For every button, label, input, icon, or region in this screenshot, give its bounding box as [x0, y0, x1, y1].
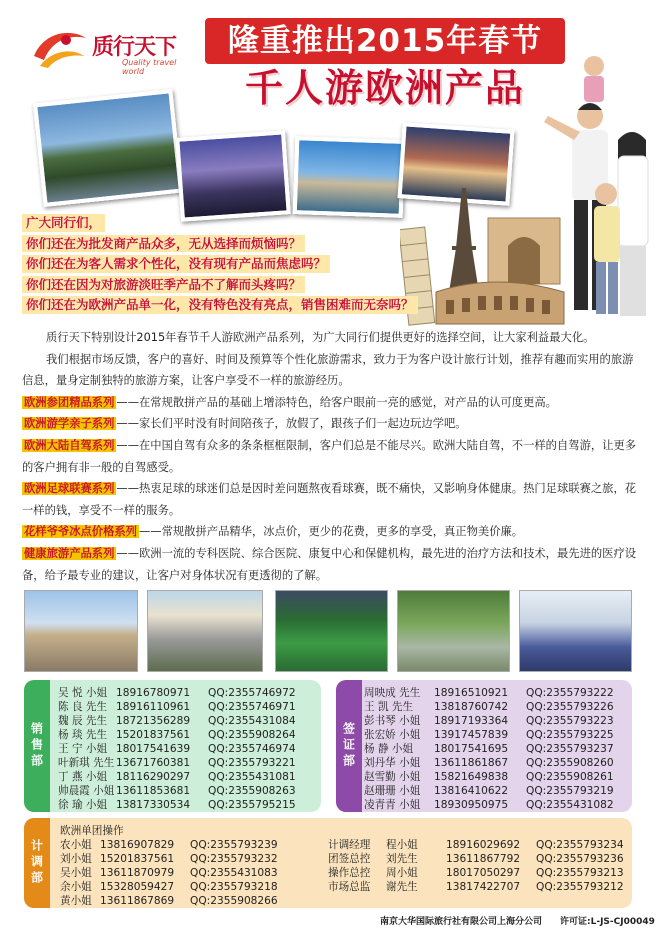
contact-qq: QQ:2355746971 [208, 701, 296, 713]
contact-name: 帅晨霞 小姐 [58, 785, 115, 797]
contact-name: 张宏娇 小姐 [364, 729, 421, 741]
contact-name: 徐 瑜 小姐 [58, 799, 108, 811]
contact-qq: QQ:2355746972 [208, 687, 296, 699]
contact-qq: QQ:2355793219 [526, 785, 614, 797]
contact-qq: QQ:2355793236 [536, 853, 624, 865]
contact-name: 杨 静 小姐 [364, 743, 414, 755]
ops-dept-label: 计调部 [24, 818, 50, 908]
photo-medical-staff [519, 590, 632, 672]
contact-row [328, 866, 646, 880]
series-item [22, 435, 637, 478]
contact-name: 陈 良 先生 [58, 701, 108, 713]
contact-role: 操作总控 [328, 867, 371, 879]
contact-name: 黄小姐 [60, 895, 92, 907]
question-line: 你们还在为欧洲产品单一化，没有特色没有亮点，销售困难而无奈吗？ [22, 296, 418, 314]
contact-row [58, 784, 318, 798]
contact-name: 彭书琴 小姐 [364, 715, 421, 727]
ops-section-title: 欧洲单团操作 [60, 825, 124, 837]
series-item [22, 521, 637, 543]
contact-qq: QQ:2355793225 [526, 729, 614, 741]
contact-phone: 13817422707 [446, 881, 521, 893]
contact-phone: 15201837561 [116, 729, 191, 741]
contact-qq: QQ:2355793239 [190, 839, 278, 851]
series-text: ——热衷足球的球迷们总是因时差问题熬夜看球赛，既不痛快，又影响身体健康。热门足球联赛之旅，花一样的钱，享受不一样的服务。 [22, 482, 637, 517]
contact-qq: QQ:2355908266 [190, 895, 278, 907]
footer [380, 914, 655, 927]
contact-name: 魏 辰 先生 [58, 715, 108, 727]
contact-qq: QQ:2355793226 [526, 701, 614, 713]
contact-row [58, 756, 318, 770]
contact-phone: 13611867869 [100, 895, 175, 907]
contact-phone: 18930950975 [434, 799, 509, 811]
series-tag: 健康旅游产品系列 [24, 546, 115, 560]
visa-dept-label: 签证部 [336, 680, 362, 812]
contact-row [58, 770, 318, 784]
contact-phone: 13816907829 [100, 839, 175, 851]
series-text: ——欧洲一流的专科医院、综合医院、康复中心和保健机构，最先进的治疗方法和技术，最先进的医疗设备，给予最专业的建议，让客户对身体状况有更透彻的了解。 [22, 546, 637, 582]
contact-row [60, 852, 300, 866]
contact-row [60, 894, 300, 908]
contact-phone: 18721356289 [116, 715, 191, 727]
visa-contact-list [364, 686, 636, 812]
contact-role: 市场总监 [328, 881, 371, 893]
contact-phone: 18017050297 [446, 867, 521, 879]
series-tag: 欧洲游学亲子系列 [24, 417, 115, 431]
logo-subtitle: Quality travel world [122, 58, 177, 76]
contact-phone: 18017541639 [116, 743, 191, 755]
contact-qq: QQ:2355908260 [526, 757, 614, 769]
contact-qq: QQ:2355793213 [536, 867, 624, 879]
company-name: 南京大华国际旅行社有限公司上海分公司 [380, 917, 543, 927]
contact-qq: QQ:2355908263 [208, 785, 296, 797]
contact-phone: 18017541695 [434, 743, 509, 755]
contact-phone: 13816410622 [434, 785, 509, 797]
contact-qq: QQ:2355793218 [190, 881, 278, 893]
headline-banner: 隆重推出2015年春节 [205, 18, 565, 64]
contact-name: 叶新琪 先生 [58, 757, 115, 769]
contact-name: 丁 燕 小姐 [58, 771, 108, 783]
ops-contact-box [24, 818, 632, 908]
contact-name: 余小姐 [60, 881, 92, 893]
intro-paragraph: 质行天下特别设计2015年春节千人游欧洲产品系列，为广大同行们提供更好的选择空间，让大家利益最大化。 [46, 331, 595, 344]
contact-name: 刘小姐 [60, 853, 92, 865]
question-line: 你们还在因为对旅游淡旺季产品不了解而头疼吗？ [22, 276, 305, 294]
contact-qq: QQ:2355746974 [208, 743, 296, 755]
contact-qq: QQ:2355793237 [526, 743, 614, 755]
company-logo [30, 24, 190, 74]
series-tag: 花样爷爷冰点价格系列 [24, 525, 137, 539]
series-tag: 欧洲足球联赛系列 [24, 482, 115, 496]
series-text: ——常规散拼产品精华，冰点价，更少的花费，更多的享受，真正物美价廉。 [138, 525, 524, 539]
contact-phone: 18916029692 [446, 839, 521, 851]
license-number: 许可证:L-JS-CJ00049 [560, 917, 655, 927]
photo-hikers [397, 590, 510, 672]
photo-football-stadium [275, 590, 388, 672]
photo-tower-bridge [175, 130, 291, 221]
logo-text: 质行天下 [92, 34, 177, 60]
contact-row [364, 798, 636, 812]
contact-name: 吴 悦 小姐 [58, 687, 108, 699]
contact-name: 刘丹华 小姐 [364, 757, 421, 769]
contact-row [58, 742, 318, 756]
contact-name: 谢先生 [386, 881, 418, 893]
contact-name: 程小姐 [386, 839, 418, 851]
contact-qq: QQ:2355793212 [536, 881, 624, 893]
series-item [22, 478, 637, 521]
contact-phone: 18917193364 [434, 715, 509, 727]
contact-role: 计调经理 [328, 839, 371, 851]
contact-phone: 13671760381 [116, 757, 191, 769]
contact-row [58, 700, 318, 714]
contact-row [364, 770, 636, 784]
contact-name: 赵珊珊 小姐 [364, 785, 421, 797]
contact-phone: 13611867792 [446, 853, 521, 865]
question-line: 你们还在为批发商产品众多，无从选择而烦恼吗？ [22, 235, 305, 253]
contact-phone: 13611861867 [434, 757, 509, 769]
photo-vatican [24, 590, 138, 672]
question-line: 你们还在为客人需求个性化，没有现有产品而焦虑吗？ [22, 255, 330, 273]
contact-row [364, 756, 636, 770]
series-text: ——在中国自驾有众多的条条框框限制，客户们总是不能尽兴。欧洲大陆自驾，不一样的自驾游，让更多的客户拥有非一般的自驾感受。 [22, 438, 637, 474]
series-text: ——家长们平时没有时间陪孩子，放假了，跟孩子们一起边玩边学吧。 [116, 417, 467, 431]
logo-swoosh-icon [30, 26, 90, 70]
family-photo [540, 44, 657, 334]
series-text: ——在常规散拼产品的基础上增添特色，给客户眼前一亮的感觉，对产品的认可度更高。 [116, 395, 557, 409]
series-item [22, 392, 637, 414]
contact-qq: QQ:2355431081 [208, 771, 296, 783]
series-item [22, 413, 637, 435]
contact-name: 刘先生 [386, 853, 418, 865]
contact-name: 吴小姐 [60, 867, 92, 879]
contact-row [60, 866, 300, 880]
sales-contact-box [24, 680, 321, 812]
contact-phone: 15201837561 [100, 853, 175, 865]
contact-row [328, 852, 646, 866]
contact-row [364, 742, 636, 756]
contact-name: 凌青青 小姐 [364, 799, 421, 811]
contact-phone: 13817330534 [116, 799, 191, 811]
contact-row [58, 798, 318, 812]
intro-paragraph: 我们根据市场反馈，客户的喜好、时间及预算等个性化旅游需求，致力于为客户设计旅行计划，推荐有趣而实用的旅游信息，量身定制独特的旅游方案，让客户享受不一样的旅游经历。 [22, 352, 634, 388]
contact-qq: QQ:2355793221 [208, 757, 296, 769]
ops-contact-list-right [328, 838, 646, 894]
contact-phone: 15821649838 [434, 771, 509, 783]
visa-contact-box [336, 680, 632, 812]
headline-main: 千人游欧洲产品 [244, 66, 525, 110]
contact-row [60, 880, 300, 894]
contact-phone: 13611853681 [116, 785, 191, 797]
contact-name: 王 宁 小姐 [58, 743, 108, 755]
question-list [22, 212, 418, 315]
contact-qq: QQ:2355908261 [526, 771, 614, 783]
series-tag: 欧洲大陆自驾系列 [24, 438, 115, 452]
contact-name: 王 凯 先生 [364, 701, 414, 713]
series-tag: 欧洲参团精品系列 [24, 395, 115, 409]
contact-role: 团签总控 [328, 853, 371, 865]
contact-name: 农小姐 [60, 839, 92, 851]
photo-alpine-lake [33, 89, 183, 207]
contact-qq: QQ:2355793232 [190, 853, 278, 865]
contact-row [364, 728, 636, 742]
contact-phone: 18916510921 [434, 687, 509, 699]
contact-phone: 13611870979 [100, 867, 175, 879]
contact-qq: QQ:2355793234 [536, 839, 624, 851]
photo-self-drive [147, 590, 263, 672]
intro-section [22, 327, 637, 586]
contact-row [328, 838, 646, 852]
series-item [22, 543, 637, 586]
contact-qq: QQ:2355908264 [208, 729, 296, 741]
ops-contact-list-left [60, 838, 300, 908]
contact-phone: 15328059427 [100, 881, 175, 893]
contact-qq: QQ:2355795215 [208, 799, 296, 811]
contact-phone: 13818760742 [434, 701, 509, 713]
contact-qq: QQ:2355431084 [208, 715, 296, 727]
contact-phone: 18916780971 [116, 687, 191, 699]
contact-row [364, 686, 636, 700]
contact-phone: 18916110961 [116, 701, 191, 713]
contact-qq: QQ:2355431083 [190, 867, 278, 879]
contact-row [364, 784, 636, 798]
contact-row [328, 880, 646, 894]
contact-name: 周小姐 [386, 867, 418, 879]
contact-row [364, 714, 636, 728]
contact-name: 杨 琰 先生 [58, 729, 108, 741]
contact-qq: QQ:2355793222 [526, 687, 614, 699]
contact-qq: QQ:2355793223 [526, 715, 614, 727]
contact-name: 赵雪勤 小姐 [364, 771, 421, 783]
contact-phone: 18116290297 [116, 771, 191, 783]
question-line: 广大同行们， [22, 214, 105, 232]
contact-phone: 13917457839 [434, 729, 509, 741]
sales-dept-label: 销售部 [24, 680, 50, 812]
contact-name: 周映成 先生 [364, 687, 421, 699]
contact-qq: QQ:2355431082 [526, 799, 614, 811]
contact-row [58, 728, 318, 742]
contact-row [58, 714, 318, 728]
contact-row [60, 838, 300, 852]
photo-venice [293, 136, 406, 218]
contact-row [364, 700, 636, 714]
contact-row [58, 686, 318, 700]
sales-contact-list [58, 686, 318, 812]
